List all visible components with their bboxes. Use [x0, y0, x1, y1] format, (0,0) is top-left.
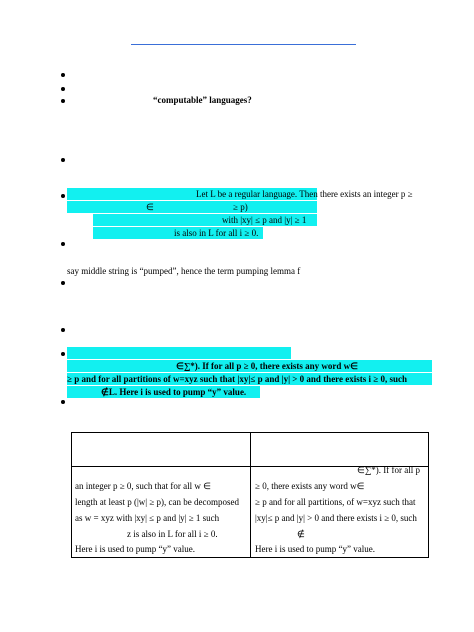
pumped-text: say middle string is “pumped”, hence the term pumping lemma f	[67, 266, 301, 276]
comparison-table	[71, 432, 429, 558]
table-left-line-2: length at least p (|w| ≥ p), can be decomposed	[75, 497, 239, 507]
nonreg-line-3: ∉L. Here i is used to pump “y” value.	[101, 387, 247, 397]
lemma-line-1: Let L be a regular language. Then there exists an integer p ≥	[196, 189, 413, 199]
table-right-line-3: ≥ p and for all partitions, of w=xyz such that	[255, 497, 416, 507]
bullet-2	[61, 87, 65, 91]
bullet-9	[61, 352, 65, 356]
nonreg-line-2: ≥ p and for all partitions of w=xyz such that |xy|≤ p and |y| > 0 and there exists i ≥ 0, such	[67, 374, 407, 384]
table-left-line-3: as w = xyz with |xy| ≤ p and |y| ≥ 1 such	[75, 513, 220, 523]
table-left-line-4: z is also in L for all i ≥ 0.	[127, 529, 218, 539]
bullet-7	[61, 281, 65, 285]
lemma-line-3: with |xy| ≤ p and |y| ≥ 1	[222, 215, 307, 225]
bullet-5	[61, 194, 65, 198]
table-right-line-1: ∈∑*). If for all p	[357, 465, 420, 475]
table-left-line-5: Here i is used to pump “y” value.	[75, 544, 195, 554]
table-right-line-4: |xy|≤ p and |y| > 0 and there exists i ≥ 0, such	[255, 513, 417, 523]
bullet-8	[61, 328, 65, 332]
highlight-bar	[67, 347, 291, 359]
bullet-6	[61, 242, 65, 246]
table-right-line-5: ∉	[297, 529, 305, 539]
bullet-3-text: “computable” languages?	[153, 95, 252, 105]
nonreg-line-1: ∈∑*). If for all p ≥ 0, there exists any word w∈	[176, 361, 358, 371]
bullet-4	[61, 158, 65, 162]
bullet-10	[61, 400, 65, 404]
table-right-line-6: Here i is used to pump “y” value.	[255, 544, 375, 554]
title-link-underline	[131, 44, 356, 45]
table-left-line-1: an integer p ≥ 0, such that for all w ∈	[75, 481, 211, 491]
lemma-line-4: is also in L for all i ≥ 0.	[174, 228, 259, 238]
highlight-bar	[67, 201, 317, 213]
bullet-1	[61, 73, 65, 77]
lemma-line-2: ≥ p)	[233, 202, 248, 212]
table-right-line-2: ≥ 0, there exists any word w∈	[255, 481, 365, 491]
bullet-3	[61, 99, 65, 103]
lemma-symbol: ∈	[146, 202, 154, 212]
